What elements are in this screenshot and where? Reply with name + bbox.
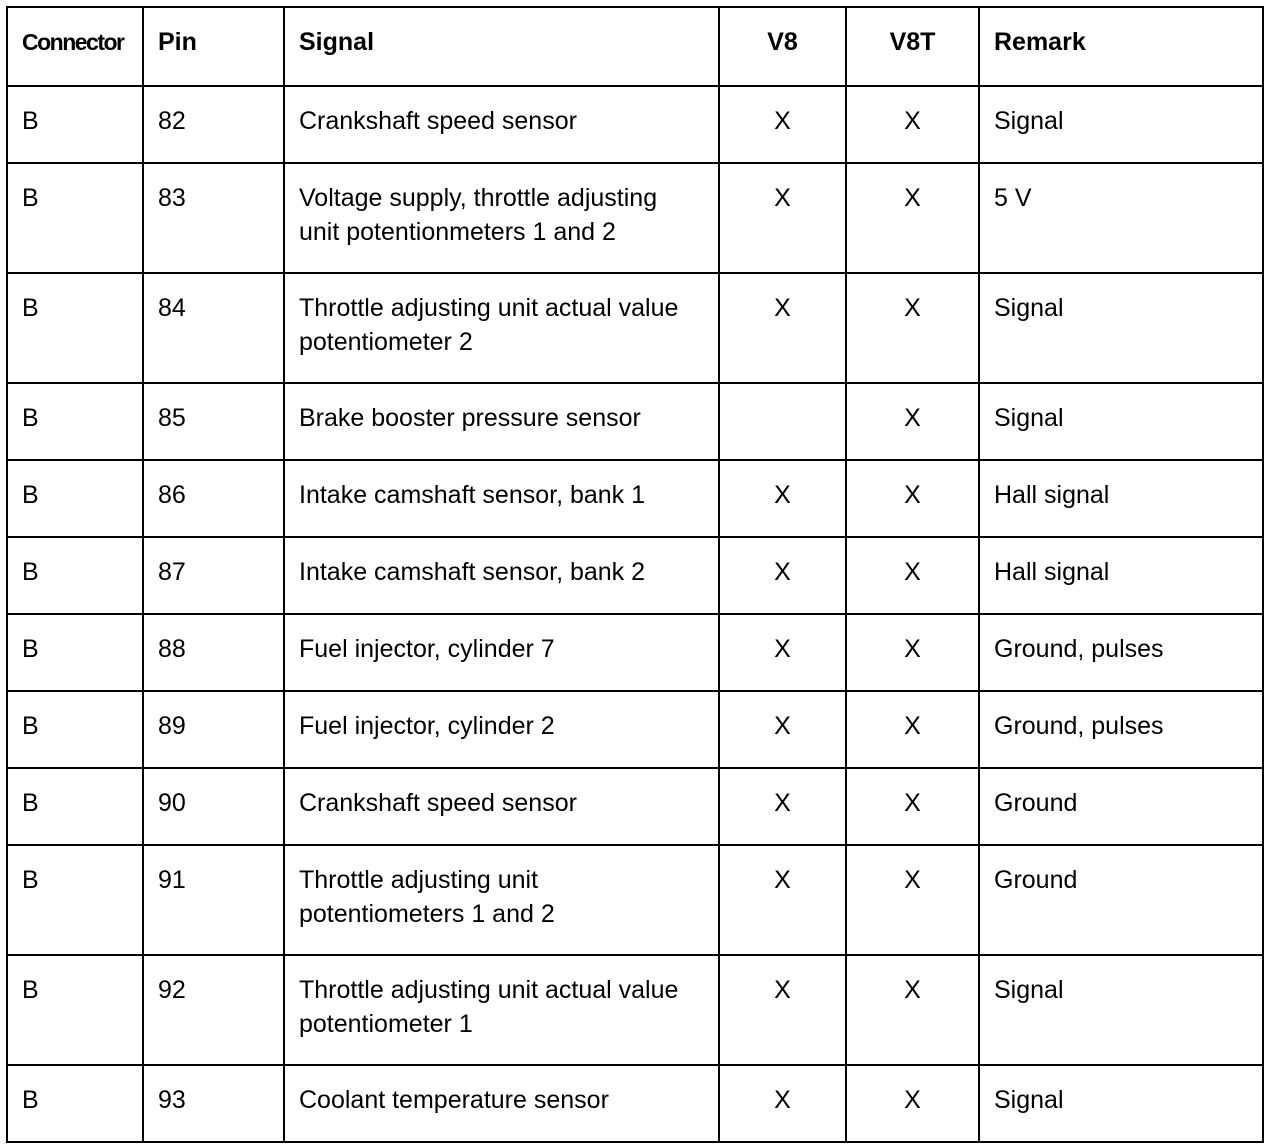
- cell-pin: 84: [143, 273, 284, 383]
- cell-signal: Intake camshaft sensor, bank 2: [284, 537, 719, 614]
- column-header-remark: Remark: [979, 7, 1263, 86]
- table-row: [7, 460, 1263, 537]
- column-header-v8t: V8T: [846, 7, 979, 86]
- cell-v8: X: [719, 460, 846, 537]
- cell-signal: Throttle adjusting unit actual value potentiometer 1: [284, 955, 719, 1065]
- cell-v8: X: [719, 614, 846, 691]
- cell-pin: 88: [143, 614, 284, 691]
- cell-pin: 85: [143, 383, 284, 460]
- cell-pin: 86: [143, 460, 284, 537]
- cell-remark: Hall signal: [979, 537, 1263, 614]
- cell-connector: B: [7, 691, 143, 768]
- cell-v8: X: [719, 845, 846, 955]
- cell-remark: Signal: [979, 1065, 1263, 1142]
- cell-signal: Voltage supply, throttle adjusting unit potentionmeters 1 and 2: [284, 163, 719, 273]
- table-row: [7, 691, 1263, 768]
- cell-remark: Signal: [979, 273, 1263, 383]
- column-header-signal: Signal: [284, 7, 719, 86]
- cell-connector: B: [7, 955, 143, 1065]
- cell-v8: X: [719, 768, 846, 845]
- cell-remark: Signal: [979, 383, 1263, 460]
- cell-connector: B: [7, 383, 143, 460]
- table-row: [7, 614, 1263, 691]
- cell-v8: X: [719, 163, 846, 273]
- cell-signal: Fuel injector, cylinder 7: [284, 614, 719, 691]
- table-row: [7, 163, 1263, 273]
- cell-signal: Fuel injector, cylinder 2: [284, 691, 719, 768]
- cell-v8t: X: [846, 383, 979, 460]
- table-row: [7, 273, 1263, 383]
- cell-pin: 92: [143, 955, 284, 1065]
- cell-v8t: X: [846, 1065, 979, 1142]
- column-header-v8: V8: [719, 7, 846, 86]
- header-row: [7, 7, 1263, 86]
- cell-remark: 5 V: [979, 163, 1263, 273]
- cell-remark: Ground: [979, 845, 1263, 955]
- cell-connector: B: [7, 460, 143, 537]
- connector-pin-table: [6, 6, 1264, 1143]
- cell-signal: Throttle adjusting unit potentiometers 1 and 2: [284, 845, 719, 955]
- cell-v8: X: [719, 273, 846, 383]
- cell-remark: Signal: [979, 86, 1263, 163]
- cell-v8: X: [719, 955, 846, 1065]
- cell-pin: 90: [143, 768, 284, 845]
- cell-remark: Hall signal: [979, 460, 1263, 537]
- table-row: [7, 383, 1263, 460]
- cell-remark: Ground, pulses: [979, 614, 1263, 691]
- cell-connector: B: [7, 163, 143, 273]
- table-row: [7, 537, 1263, 614]
- cell-connector: B: [7, 537, 143, 614]
- cell-pin: 89: [143, 691, 284, 768]
- table-body: [7, 86, 1263, 1142]
- table-row: [7, 845, 1263, 955]
- cell-signal: Coolant temperature sensor: [284, 1065, 719, 1142]
- cell-v8t: X: [846, 955, 979, 1065]
- cell-v8t: X: [846, 86, 979, 163]
- cell-signal: Throttle adjusting unit actual value potentiometer 2: [284, 273, 719, 383]
- cell-signal: Intake camshaft sensor, bank 1: [284, 460, 719, 537]
- cell-v8: X: [719, 691, 846, 768]
- cell-v8t: X: [846, 614, 979, 691]
- cell-pin: 82: [143, 86, 284, 163]
- table-row: [7, 86, 1263, 163]
- cell-connector: B: [7, 768, 143, 845]
- cell-connector: B: [7, 845, 143, 955]
- cell-remark: Signal: [979, 955, 1263, 1065]
- table-row: [7, 955, 1263, 1065]
- cell-connector: B: [7, 614, 143, 691]
- cell-v8: X: [719, 537, 846, 614]
- cell-signal: Crankshaft speed sensor: [284, 768, 719, 845]
- table-row: [7, 768, 1263, 845]
- cell-v8t: X: [846, 691, 979, 768]
- cell-connector: B: [7, 1065, 143, 1142]
- cell-v8t: X: [846, 845, 979, 955]
- cell-v8t: X: [846, 460, 979, 537]
- cell-pin: 91: [143, 845, 284, 955]
- table-row: [7, 1065, 1263, 1142]
- cell-connector: B: [7, 86, 143, 163]
- cell-connector: B: [7, 273, 143, 383]
- cell-v8: [719, 383, 846, 460]
- column-header-pin: Pin: [143, 7, 284, 86]
- cell-v8t: X: [846, 273, 979, 383]
- cell-pin: 87: [143, 537, 284, 614]
- cell-v8t: X: [846, 768, 979, 845]
- table-header: [7, 7, 1263, 86]
- cell-v8: X: [719, 86, 846, 163]
- cell-pin: 93: [143, 1065, 284, 1142]
- cell-pin: 83: [143, 163, 284, 273]
- cell-signal: Crankshaft speed sensor: [284, 86, 719, 163]
- column-header-connector: Connector: [7, 7, 143, 86]
- cell-remark: Ground: [979, 768, 1263, 845]
- cell-signal: Brake booster pressure sensor: [284, 383, 719, 460]
- cell-v8t: X: [846, 163, 979, 273]
- cell-v8: X: [719, 1065, 846, 1142]
- cell-remark: Ground, pulses: [979, 691, 1263, 768]
- cell-v8t: X: [846, 537, 979, 614]
